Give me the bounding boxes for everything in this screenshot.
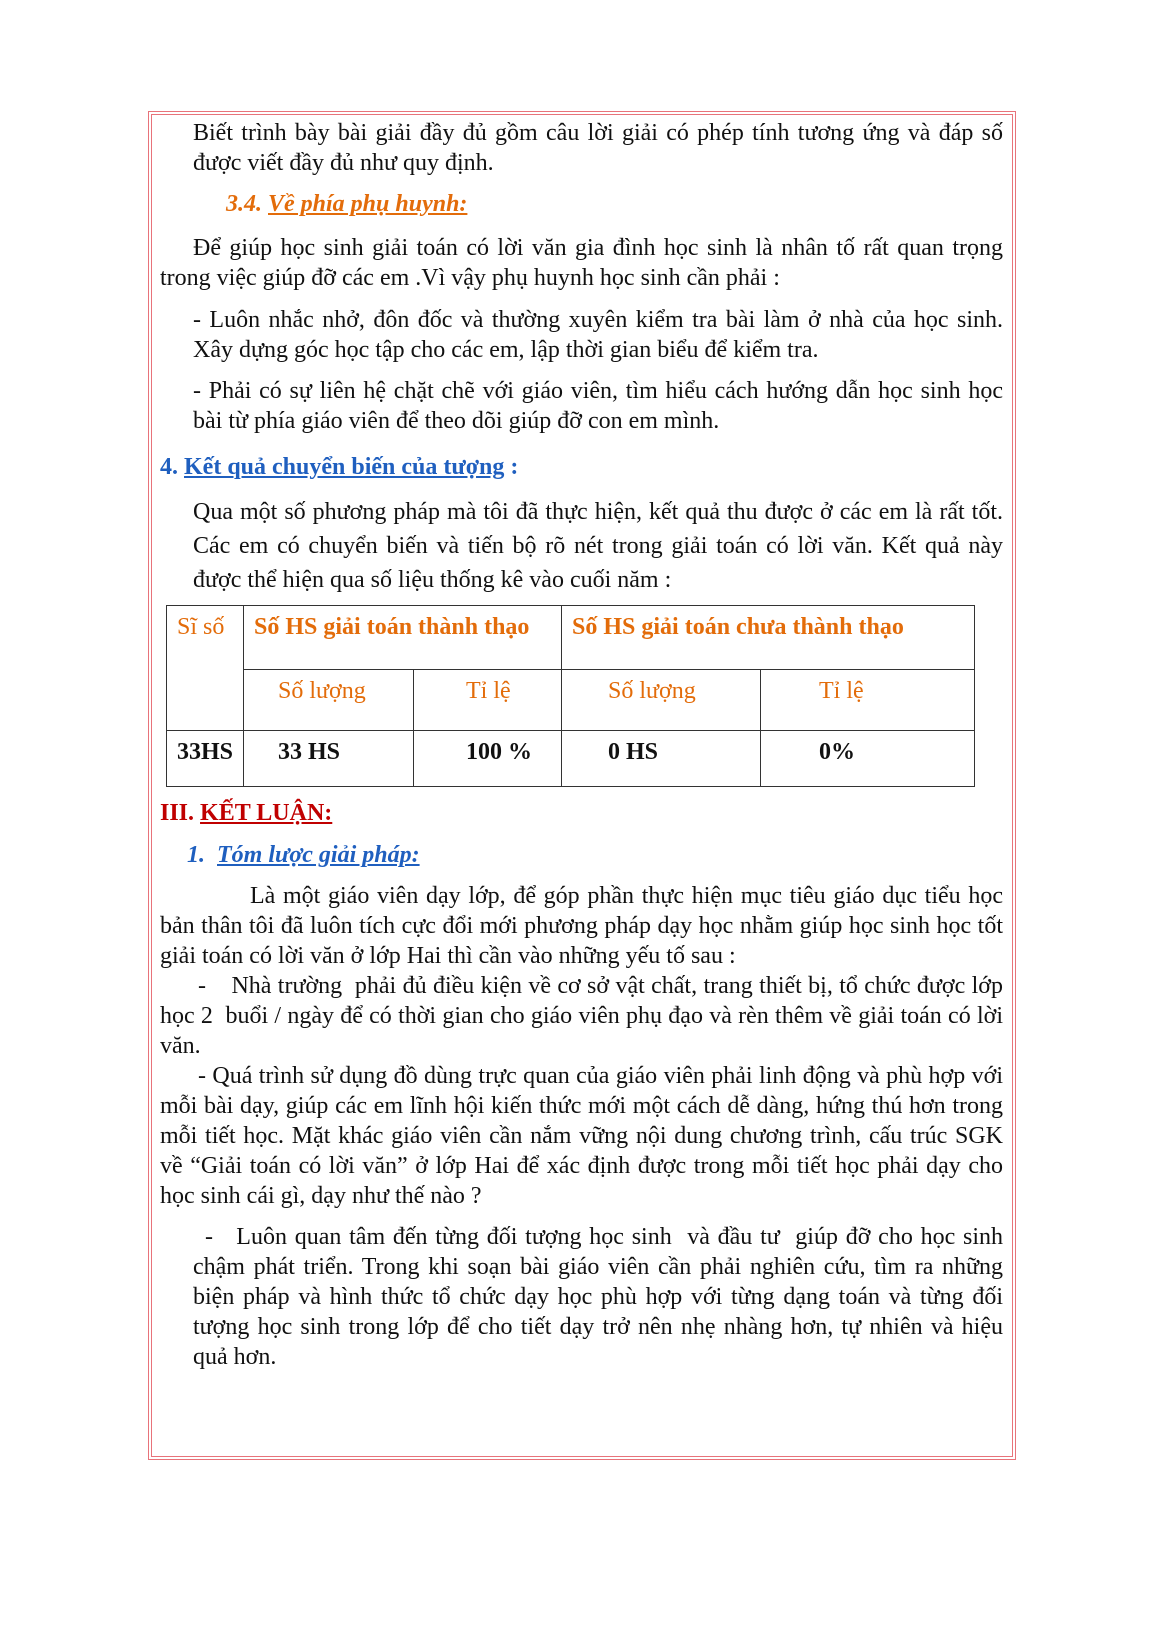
cell-siso: 33HS — [167, 731, 244, 787]
result-table — [166, 605, 975, 787]
header-group-not-proficient: Số HS giải toán chưa thành thạo — [562, 606, 975, 670]
heading-colon: : — [504, 454, 519, 480]
sub-header-rate: Tỉ lệ — [414, 670, 562, 731]
result-paragraph: Qua một số phương pháp mà tôi đã thực hiện, kết quả thu được ở các em là rất tốt. Các em có chuyển biến và tiến bộ rõ nét trong giải toán có lời văn. Kết quả này được thể hiện qua số liệu thống kê vào cuối năm : — [193, 499, 1003, 593]
heading-III — [160, 798, 332, 828]
conclusion-paragraph-4: - Luôn quan tâm đến từng đối tượng học sinh và đầu tư giúp đỡ cho học sinh chậm phát triển. Trong khi soạn bài giáo viên cần phải nghiên cứu, tìm ra những biện pháp và hình thức tổ chức dạy học phù hợp với từng dạng toán và từng đối tượng học sinh trong lớp để cho tiết dạy trở nên nhẹ nhàng hơn, tự nhiên và hiệu quả hơn. — [193, 1224, 1009, 1370]
heading-title: Về phía phụ huynh: — [268, 191, 468, 217]
cell-rate: 100 % — [414, 731, 562, 787]
cell-rate: 0% — [761, 731, 975, 787]
header-siso: Sĩ số — [167, 606, 244, 731]
sub-header-rate: Tỉ lệ — [761, 670, 975, 731]
heading-title: KẾT LUẬN: — [200, 800, 333, 826]
conclusion-paragraph-3: - Quá trình sử dụng đồ dùng trực quan của giáo viên phải linh động và phù hợp với mỗi bài dạy, giúp các em lĩnh hội kiến thức mới một cách dễ dàng, hứng thú hơn trong mỗi tiết học. Mặt khác giáo viên cần nắm vững nội dung chương trình, cấu trúc SGK về “Giải toán có lời văn” ở lớp Hai để xác định được trong mỗi tiết học phải dạy cho học sinh cái gì, dạy như thế nào ? — [160, 1063, 1003, 1209]
heading-number: 4. — [160, 454, 178, 480]
heading-4 — [160, 452, 518, 482]
heading-number: 3.4. — [226, 191, 262, 217]
parent-paragraph: Để giúp học sinh giải toán có lời văn gia đình học sinh là nhân tố rất quan trọng trong việc giúp đỡ các em .Vì vậy phụ huynh học sinh cần phải : — [160, 235, 1003, 291]
cell-count: 0 HS — [562, 731, 761, 787]
intro-paragraph: Biết trình bày bài giải đầy đủ gồm câu lời giải có phép tính tương ứng và đáp số được viết đầy đủ như quy định. — [193, 120, 1003, 176]
header-group-proficient: Số HS giải toán thành thạo — [244, 606, 562, 670]
cell-count: 33 HS — [244, 731, 414, 787]
heading-number: 1. — [187, 842, 205, 868]
parent-bullet-1: - Luôn nhắc nhở, đôn đốc và thường xuyên kiểm tra bài làm ở nhà của học sinh. Xây dựng góc học tập cho các em, lập thời gian biểu để kiểm tra. — [193, 307, 1003, 363]
conclusion-paragraph-2: - Nhà trường phải đủ điều kiện về cơ sở vật chất, trang thiết bị, tổ chức được lớp học 2 buổi / ngày để có thời gian cho giáo viên phụ đạo và rèn thêm về giải toán có lời văn. — [160, 973, 1009, 1059]
heading-number: III. — [160, 800, 195, 826]
heading-title: Kết quả chuyển biến của tượng — [184, 454, 505, 480]
heading-III-1 — [187, 840, 420, 870]
conclusion-paragraph-1: Là một giáo viên dạy lớp, để góp phần thực hiện mục tiêu giáo dục tiểu học bản thân tôi đã luôn tích cực đổi mới phương pháp dạy học nhằm giúp học sinh học tốt giải toán có lời văn ở lớp Hai thì cần vào những yếu tố sau : — [160, 883, 1003, 969]
heading-title: Tóm lược giải pháp: — [217, 842, 420, 868]
sub-header-count: Số lượng — [244, 670, 414, 731]
heading-3-4 — [226, 189, 467, 219]
parent-bullet-2: - Phải có sự liên hệ chặt chẽ với giáo viên, tìm hiểu cách hướng dẫn học sinh học bài từ phía giáo viên để theo dõi giúp đỡ con em mình. — [193, 378, 1003, 434]
sub-header-count: Số lượng — [562, 670, 761, 731]
